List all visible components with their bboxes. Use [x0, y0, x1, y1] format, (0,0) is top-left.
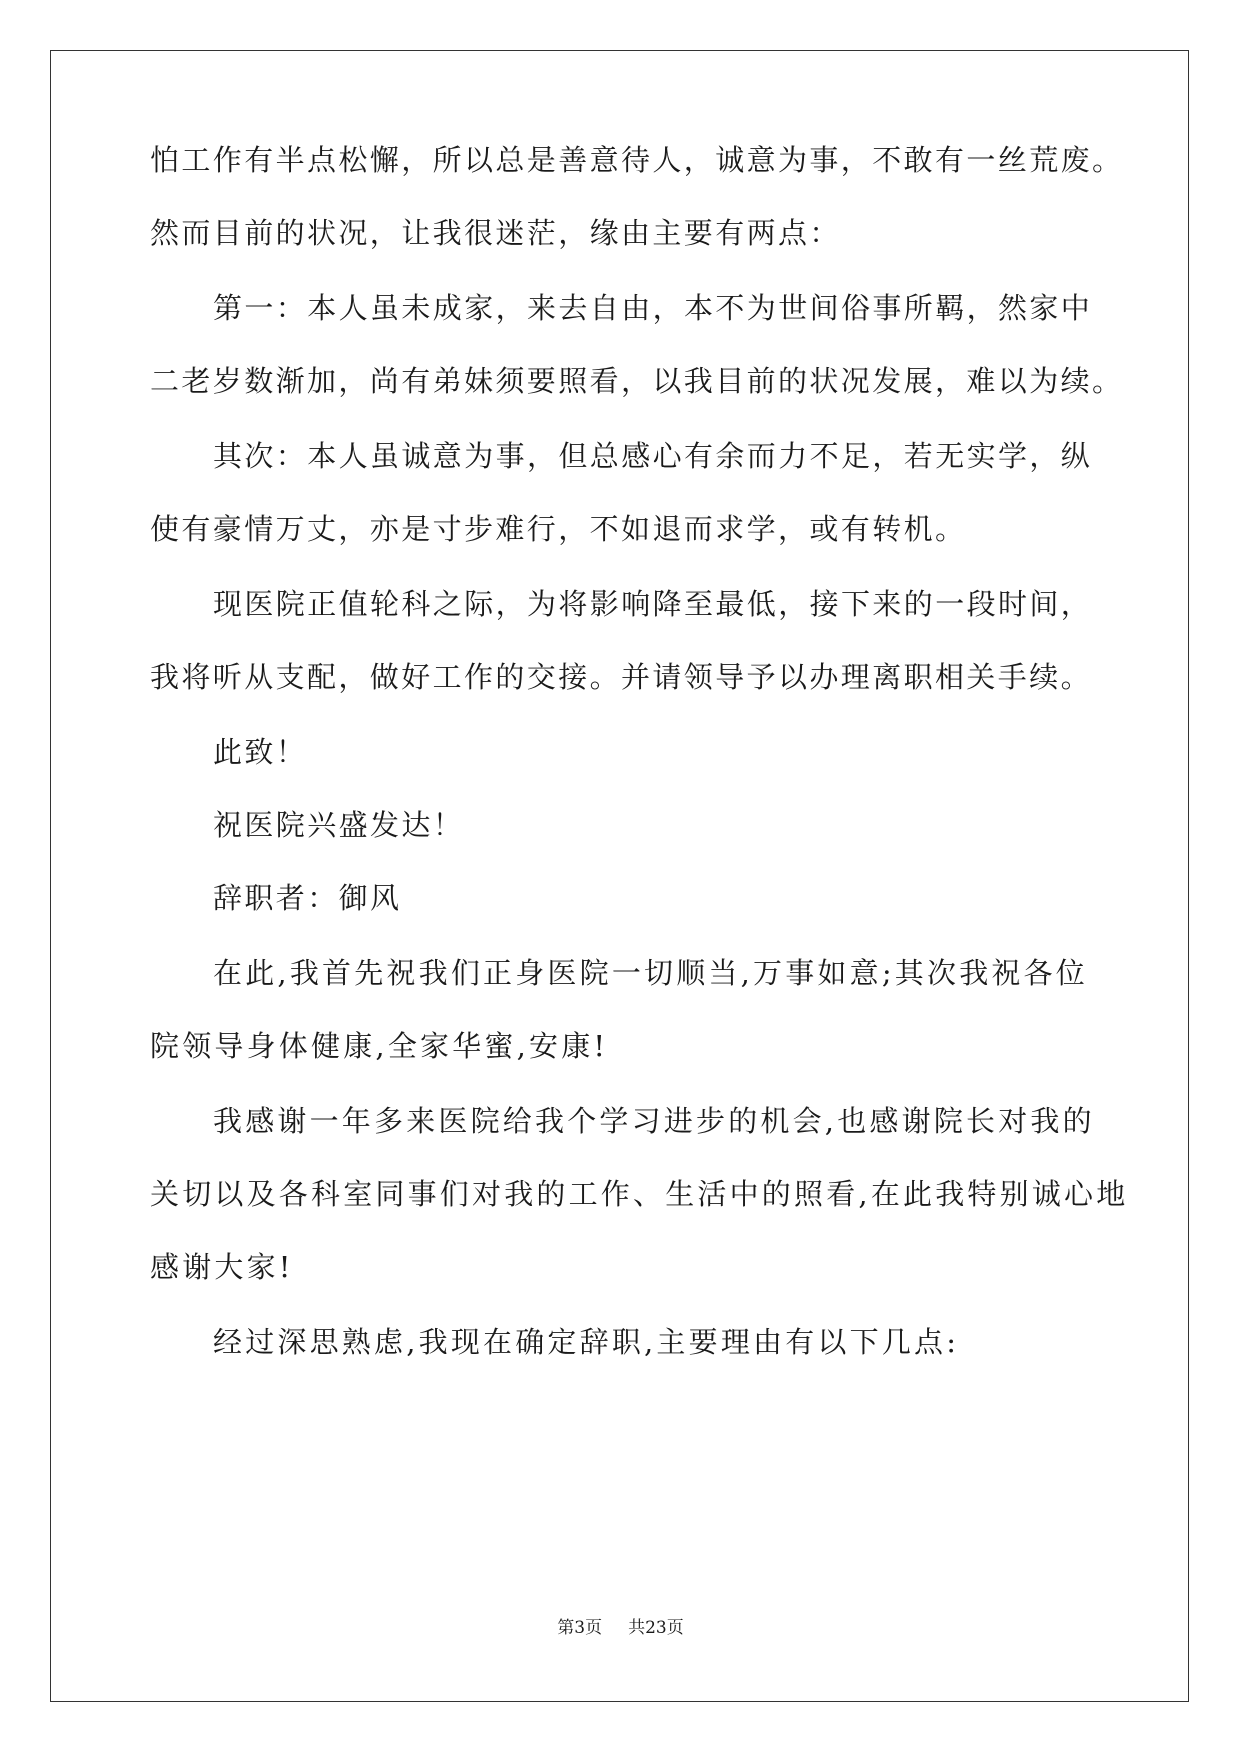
text-line: 然而目前的状况，让我很迷茫，缘由主要有两点：	[150, 216, 841, 250]
text-line: 怕工作有半点松懈，所以总是善意待人，诚意为事，不敢有一丝荒废。	[150, 143, 1124, 177]
text-line: 此致！	[213, 735, 308, 769]
page-number-total: 共23页	[628, 1618, 684, 1638]
text-line: 院领导身体健康,全家华蜜,安康!	[150, 1029, 609, 1063]
page-footer	[0, 1613, 1241, 1638]
text-line: 其次：本人虽诚意为事，但总感心有余而力不足，若无实学，纵	[213, 439, 1093, 473]
text-line: 辞职者：御风	[213, 881, 402, 915]
text-line: 第一：本人虽未成家，来去自由，本不为世间俗事所羁，然家中	[213, 291, 1093, 325]
page-number-current: 第3页	[557, 1618, 603, 1638]
text-line: 现医院正值轮科之际，为将影响降至最低，接下来的一段时间，	[213, 587, 1093, 621]
text-line: 感谢大家!	[150, 1250, 294, 1284]
text-line: 我将听从支配，做好工作的交接。并请领导予以办理离职相关手续。	[150, 660, 1093, 694]
text-line: 使有豪情万丈，亦是寸步难行，不如退而求学，或有转机。	[150, 512, 967, 546]
text-line: 关切以及各科室同事们对我的工作、生活中的照看,在此我特别诚心地	[150, 1177, 1129, 1211]
text-line: 在此,我首先祝我们正身医院一切顺当,万事如意;其次我祝各位	[213, 956, 1089, 990]
text-line: 我感谢一年多来医院给我个学习进步的机会,也感谢院长对我的	[213, 1104, 1095, 1138]
text-line: 经过深思熟虑,我现在确定辞职,主要理由有以下几点:	[213, 1325, 960, 1359]
text-line: 二老岁数渐加，尚有弟妹须要照看，以我目前的状况发展，难以为续。	[150, 364, 1124, 398]
text-line: 祝医院兴盛发达！	[213, 808, 465, 842]
